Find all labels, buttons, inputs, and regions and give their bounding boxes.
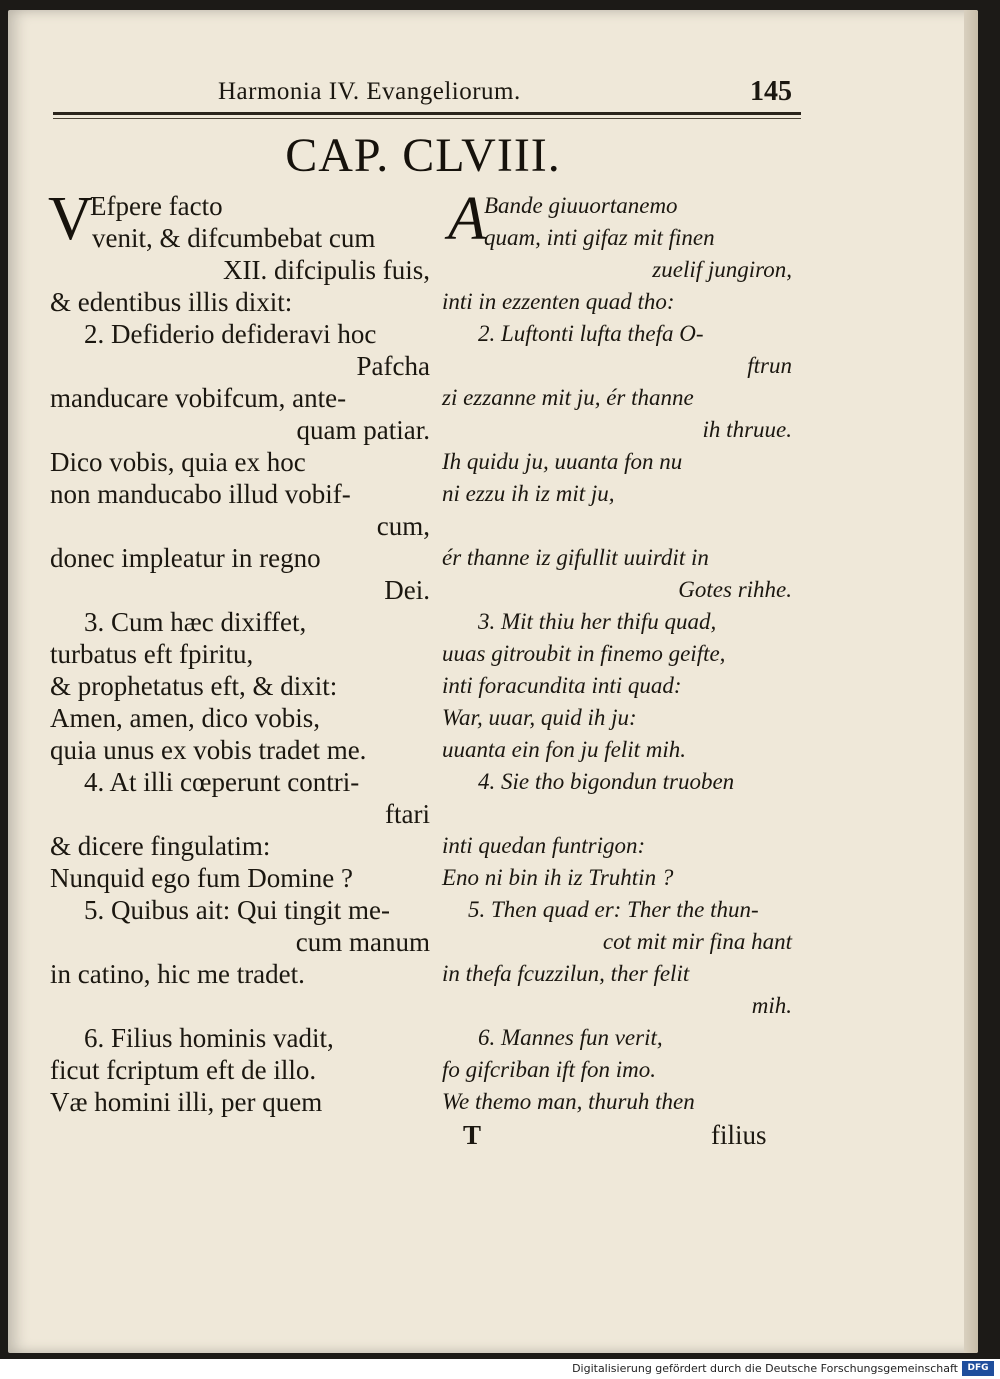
latin-line: 6. Filius hominis vadit, bbox=[84, 1023, 334, 1053]
german-line: mih. bbox=[751, 993, 792, 1018]
latin-drop-initial: V bbox=[48, 185, 93, 253]
german-line: cot mit mir fina hant bbox=[602, 929, 792, 954]
german-line: inti quedan funtrigon: bbox=[442, 833, 646, 858]
latin-line: ftari bbox=[385, 799, 430, 829]
latin-line: Efpere facto bbox=[90, 191, 223, 221]
header-rule bbox=[53, 112, 801, 115]
page-header bbox=[8, 78, 978, 108]
latin-line: turbatus eft fpiritu, bbox=[50, 639, 254, 669]
german-line: fo gifcriban ift fon imo. bbox=[442, 1057, 657, 1082]
latin-line: & prophetatus eft, & dixit: bbox=[50, 671, 338, 701]
latin-line: venit, & difcumbebat cum bbox=[92, 223, 376, 253]
german-line: 4. Sie tho bigondun truoben bbox=[478, 769, 735, 794]
latin-line: non manducabo illud vobif- bbox=[50, 479, 351, 509]
german-line: 6. Mannes fun verit, bbox=[478, 1025, 663, 1050]
latin-line: manducare vobifcum, ante- bbox=[50, 383, 347, 413]
header-rule-thin bbox=[53, 118, 801, 119]
german-line: inti foracundita inti quad: bbox=[442, 673, 682, 698]
signature-mark: T bbox=[463, 1120, 482, 1150]
latin-line: 4. At illi cœperunt contri- bbox=[84, 767, 360, 797]
credit-bar bbox=[0, 1359, 1000, 1379]
latin-line: 3. Cum hæc dixiffet, bbox=[84, 607, 307, 637]
latin-line: 2. Defiderio defideravi hoc bbox=[84, 319, 377, 349]
german-line: in thefa fcuzzilun, ther felit bbox=[442, 961, 690, 986]
german-line: Ih quidu ju, uuanta fon nu bbox=[442, 449, 683, 474]
page-edge bbox=[964, 10, 978, 1353]
latin-line: donec impleatur in regno bbox=[50, 543, 321, 573]
german-line: ih thruue. bbox=[702, 417, 792, 442]
latin-line: cum manum bbox=[295, 927, 430, 957]
dfg-logo: DFG bbox=[962, 1361, 994, 1376]
latin-line: XII. difcipulis fuis, bbox=[223, 255, 430, 285]
german-line: ftrun bbox=[747, 353, 792, 378]
german-drop-initial: A bbox=[448, 185, 486, 253]
credit-text: Digitalisierung gefördert durch die Deutsche Forschungsgemeinschaft bbox=[572, 1362, 958, 1375]
german-line: Gotes rihhe. bbox=[678, 577, 792, 602]
latin-line: Dei. bbox=[384, 575, 430, 605]
latin-line: Dico vobis, quia ex hoc bbox=[50, 447, 306, 477]
german-line: uuanta ein fon ju felit mih. bbox=[442, 737, 687, 762]
german-line: Eno ni bin ih iz Truhtin ? bbox=[442, 865, 674, 890]
latin-line: in catino, hic me tradet. bbox=[50, 959, 305, 989]
german-line: 2. Luftonti lufta thefa O- bbox=[478, 321, 704, 346]
german-line: We themo man, thuruh then bbox=[442, 1089, 695, 1114]
german-line: uuas gitroubit in finemo geifte, bbox=[442, 641, 726, 666]
catchword: filius bbox=[711, 1120, 767, 1150]
chapter-heading: CAP. CLVIII. bbox=[285, 129, 561, 182]
latin-line: cum, bbox=[376, 511, 430, 541]
german-line: 3. Mit thiu her thifu quad, bbox=[478, 609, 717, 634]
latin-line: Pafcha bbox=[356, 351, 430, 381]
latin-line: Amen, amen, dico vobis, bbox=[50, 703, 320, 733]
page-number: 145 bbox=[750, 76, 792, 107]
latin-line: 5. Quibus ait: Qui tingit me- bbox=[84, 895, 390, 925]
german-line: 5. Then quad er: Ther the thun- bbox=[468, 897, 759, 922]
german-line: zuelif jungiron, bbox=[652, 257, 792, 282]
latin-line: Nunquid ego fum Domine ? bbox=[50, 863, 353, 893]
german-line: ni ezzu ih iz mit ju, bbox=[442, 481, 615, 506]
german-line: Bande giuuortanemo bbox=[484, 193, 678, 218]
german-line: zi ezzanne mit ju, ér thanne bbox=[442, 385, 694, 410]
latin-line: & dicere fingulatim: bbox=[50, 831, 271, 861]
latin-line: quam patiar. bbox=[296, 415, 430, 445]
german-line: War, uuar, quid ih ju: bbox=[442, 705, 637, 730]
german-line: inti in ezzenten quad tho: bbox=[442, 289, 675, 314]
german-line: quam, inti gifaz mit finen bbox=[484, 225, 715, 250]
book-page bbox=[8, 10, 978, 1353]
german-line: ér thanne iz gifullit uuirdit in bbox=[442, 545, 709, 570]
running-title: Harmonia IV. Evangeliorum. bbox=[218, 78, 521, 105]
latin-line: & edentibus illis dixit: bbox=[50, 287, 293, 317]
latin-line: Væ homini illi, per quem bbox=[50, 1087, 323, 1117]
latin-line: ficut fcriptum eft de illo. bbox=[50, 1055, 317, 1085]
latin-line: quia unus ex vobis tradet me. bbox=[50, 735, 367, 765]
